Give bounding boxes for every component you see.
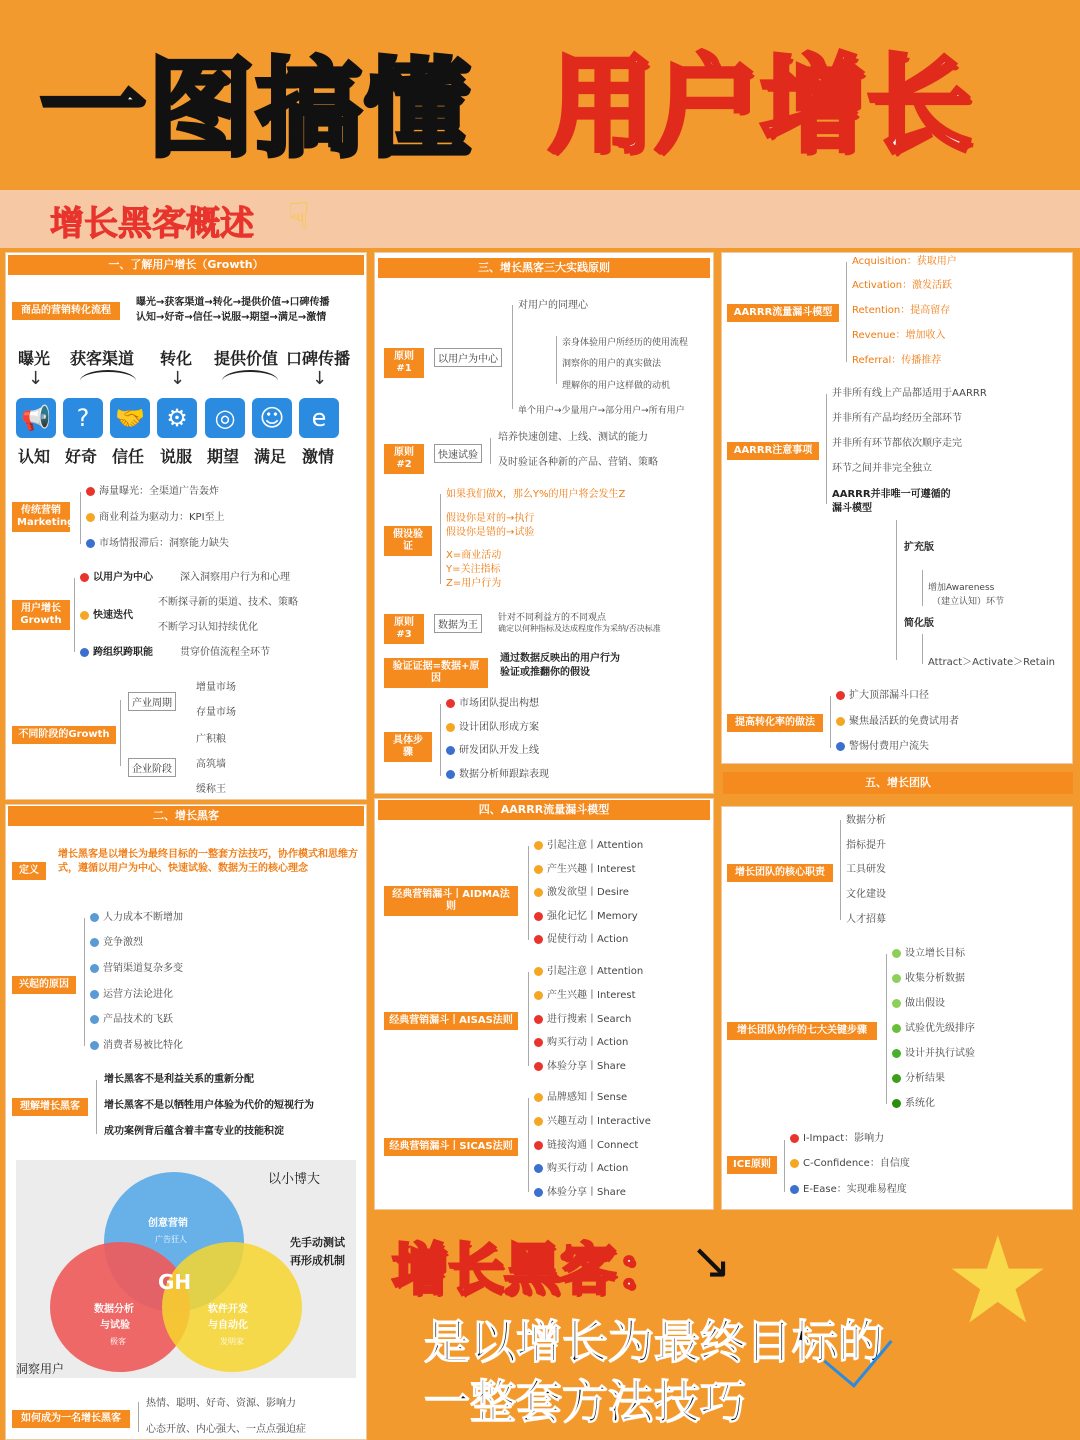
- funnel-tag: 商品的营销转化流程: [12, 302, 120, 320]
- und-item: 成功案例背后蕴含着丰富专业的技能积淀: [104, 1126, 284, 1137]
- step-item: 市场团队提出构想: [446, 698, 539, 710]
- p3-b: 确定以何种指标及达成程度作为采纳/否决标准: [498, 624, 661, 633]
- subtitle: 增长黑客概述: [50, 204, 254, 244]
- arrow-down-icon: ↓: [170, 368, 186, 389]
- bottom-label: 好奇: [65, 447, 98, 466]
- sicas-tag: 经典营销漏斗丨SICAS法则: [384, 1138, 518, 1156]
- aidma-tag: 经典营销漏斗丨AIDMA法则: [384, 886, 518, 916]
- curve-arrow-icon: [222, 370, 278, 392]
- aidma-item: 引起注意丨Attention: [534, 840, 643, 852]
- target-icon: ◎: [205, 398, 245, 438]
- note-tag: AARRR注意事项: [727, 442, 819, 460]
- step-tag: 增长团队协作的七大关键步骤: [727, 1022, 877, 1040]
- dut-item: 数据分析: [846, 815, 886, 826]
- ind-item: 存量市场: [196, 707, 236, 718]
- st-tag: 具体步骤: [384, 732, 432, 762]
- rise-item: 运营方法论进化: [90, 989, 173, 1001]
- dut-item: 文化建设: [846, 889, 886, 900]
- team-step: 系统化: [892, 1098, 935, 1110]
- dut-item: 人才招募: [846, 914, 886, 925]
- star-icon: ★: [944, 1212, 1052, 1351]
- hy6: Z=用户行为: [446, 578, 502, 589]
- ice-tag: ICE原则: [727, 1156, 777, 1174]
- process-icon: ⚙: [157, 398, 197, 438]
- aisas-item: 进行搜索丨Search: [534, 1014, 631, 1026]
- rise-item: 产品技术的飞跃: [90, 1014, 173, 1026]
- title-black: 一图搞懂: [40, 48, 472, 171]
- hy-tag: 假设验证: [384, 526, 432, 556]
- top-label: 提供价值: [214, 349, 279, 368]
- ice-item: I-Impact：影响力: [790, 1133, 884, 1145]
- def-text: 增长黑客是以增长为最终目标的一整套方法技巧，协作模式和思维方式，遵循以用户为中心、快速试验、数据为王的核心理念: [58, 849, 358, 874]
- aidma-item: 强化记忆丨Memory: [534, 911, 638, 923]
- p1-b: 亲身体验用户所经历的使用流程: [562, 338, 689, 348]
- trad-item: 市场情报滞后：洞察能力缺失: [86, 538, 229, 550]
- growth-tag: 用户增长 Growth: [12, 600, 70, 630]
- dut-item: 指标提升: [846, 840, 886, 851]
- conv-tag: 提高转化率的做法: [727, 714, 823, 732]
- rise-item: 消费者易被比特化: [90, 1040, 183, 1052]
- arrow-down-icon: ↓: [312, 368, 328, 389]
- sicas-item: 兴趣互动丨Interactive: [534, 1116, 651, 1128]
- aidma-item: 促使行动丨Action: [534, 934, 628, 946]
- venn-note-a: 以小博大: [268, 1172, 321, 1187]
- aisas-item: 引起注意丨Attention: [534, 966, 643, 978]
- dut-tag: 增长团队的核心职责: [727, 864, 833, 882]
- share-icon: e: [299, 398, 339, 438]
- s3-title: 三、增长黑客三大实践原则: [378, 258, 710, 278]
- und-tag: 理解增长黑客: [12, 1098, 88, 1116]
- team-step: 试验优先级排序: [892, 1023, 975, 1035]
- ext-label: 扩充版: [904, 542, 934, 553]
- p2-b: 及时验证各种新的产品、营销、策略: [498, 457, 658, 468]
- top-label: 口碑传播: [286, 349, 351, 368]
- aidma-item: 产生兴趣丨Interest: [534, 864, 636, 876]
- ext-t2: （建立认知）环节: [932, 597, 1005, 607]
- sicas-item: 体验分享丨Share: [534, 1187, 626, 1199]
- team-step: 设立增长目标: [892, 948, 965, 960]
- conv-item: 扩大顶部漏斗口径: [836, 690, 929, 702]
- hy2: 假设你是对的→执行: [446, 513, 535, 524]
- top-label: 转化: [160, 349, 193, 368]
- und-item: 增长黑客不是以牺牲用户体验为代价的短视行为: [104, 1100, 314, 1111]
- growth-item: 快速迭代: [80, 610, 133, 622]
- venn-left-label2: 与试验: [100, 1320, 130, 1331]
- p3-a: 针对不同利益方的不同观点: [498, 613, 607, 623]
- aarrr-item: Revenue：增加收入: [852, 330, 946, 341]
- p1-b: 洞察你的用户的真实做法: [562, 359, 662, 369]
- pointing-hand-icon: ☟: [288, 196, 310, 237]
- venn-right-label: 软件开发: [208, 1304, 248, 1315]
- venn-note-c: 洞察用户: [16, 1362, 65, 1376]
- team-step: 做出假设: [892, 998, 945, 1010]
- banner-line2: 是以增长为最终目标的: [424, 1315, 884, 1369]
- team-step: 设计并执行试验: [892, 1048, 975, 1060]
- step-item: 数据分析师跟踪表现: [446, 769, 549, 781]
- venn-left-sub: 极客: [110, 1337, 126, 1346]
- note-item: AARRR并非唯一可遵循的: [832, 489, 951, 500]
- venn-right-sub: 发明家: [220, 1337, 244, 1346]
- p2-name: 快速试验: [434, 444, 482, 463]
- venn-right-label2: 与自动化: [208, 1320, 248, 1331]
- vf-t2: 验证或推翻你的假设: [500, 667, 590, 678]
- growth-detail: 贯穿价值流程全环节: [180, 647, 270, 658]
- note-item: 漏斗模型: [832, 503, 872, 514]
- sim-label: 简化版: [904, 618, 934, 629]
- growth-detail: 不断探寻新的渠道、技术、策略: [158, 597, 298, 608]
- bottom-label: 信任: [112, 447, 145, 466]
- ice-item: C-Confidence：自信度: [790, 1158, 910, 1170]
- s1-title: 一、了解用户增长（Growth）: [8, 255, 364, 275]
- curved-arrow-icon: ↘: [690, 1232, 732, 1290]
- aisas-item: 购买行动丨Action: [534, 1037, 628, 1049]
- rise-tag: 兴起的原因: [12, 976, 76, 994]
- sicas-item: 链接沟通丨Connect: [534, 1140, 638, 1152]
- hy3: 假设你是错的→试验: [446, 527, 535, 538]
- how-item: 热情、聪明、好奇、资源、影响力: [146, 1398, 296, 1409]
- aisas-tag: 经典营销漏斗丨AISAS法则: [384, 1012, 518, 1030]
- note-item: 并非所有线上产品都适用于AARRR: [832, 388, 987, 399]
- venn-center: GH: [158, 1270, 192, 1294]
- und-item: 增长黑客不是利益关系的重新分配: [104, 1074, 254, 1085]
- step-item: 研发团队开发上线: [446, 745, 539, 757]
- aarrr-tag: AARRR流量漏斗模型: [727, 304, 839, 322]
- aarrr-item: Referral：传播推荐: [852, 355, 942, 366]
- aisas-item: 产生兴趣丨Interest: [534, 990, 636, 1002]
- p2-tag: 原则#2: [384, 444, 424, 474]
- team-step: 收集分析数据: [892, 973, 965, 985]
- rise-item: 竞争激烈: [90, 937, 143, 949]
- venn-note-b2: 再形成机制: [290, 1254, 345, 1267]
- rise-item: 人力成本不断增加: [90, 912, 183, 924]
- p1-b: 理解你的用户这样做的动机: [562, 381, 671, 391]
- megaphone-icon: 📢: [16, 398, 56, 438]
- conv-item: 聚焦最活跃的免费试用者: [836, 716, 959, 728]
- note-item: 并非所有产品均经历全部环节: [832, 413, 962, 424]
- dut-item: 工具研发: [846, 864, 886, 875]
- hy1: 如果我们做X，那么Y%的用户将会发生Z: [446, 489, 626, 500]
- p1-name: 以用户为中心: [434, 348, 502, 367]
- p3-tag: 原则#3: [384, 614, 424, 644]
- ext-t1: 增加Awareness: [928, 583, 995, 593]
- smile-icon: ☺: [252, 398, 292, 438]
- growth-item: 以用户为中心: [80, 572, 153, 584]
- sim-t: Attract＞Activate＞Retain: [928, 657, 1055, 668]
- stage-tag: 不同阶段的Growth: [12, 726, 116, 744]
- growth-detail: 不断学习认知持续优化: [158, 622, 258, 633]
- ent-item: 广积粮: [196, 734, 226, 745]
- ent-box: 企业阶段: [128, 758, 176, 777]
- banner-line1: 增长黑客：: [392, 1238, 672, 1303]
- question-icon: ?: [63, 398, 103, 438]
- how-item: 心态开放、内心强大、一点点强迫症: [146, 1424, 306, 1435]
- ent-item: 高筑墙: [196, 759, 226, 770]
- p1-c: 单个用户→少量用户→部分用户→所有用户: [518, 406, 685, 416]
- p3-name: 数据为王: [434, 614, 482, 633]
- handshake-icon: 🤝: [110, 398, 150, 438]
- bottom-label: 认知: [18, 447, 51, 466]
- rise-item: 营销渠道复杂多变: [90, 963, 183, 975]
- sicas-item: 购买行动丨Action: [534, 1163, 628, 1175]
- ind-box: 产业周期: [128, 692, 176, 711]
- growth-detail: 深入洞察用户行为和心理: [180, 572, 290, 583]
- p2-a: 培养快速创建、上线、测试的能力: [498, 432, 648, 443]
- ind-item: 增量市场: [196, 682, 236, 693]
- venn-note-b: 先手动测试: [290, 1236, 345, 1249]
- bottom-label: 期望: [207, 447, 240, 466]
- trad-tag: 传统营销 Marketing: [12, 502, 70, 532]
- arrow-down-icon: ↓: [28, 368, 44, 389]
- trad-item: 商业利益为驱动力：KPI至上: [86, 512, 225, 524]
- note-item: 并非所有环节都依次顺序走完: [832, 438, 962, 449]
- p1-tag: 原则#1: [384, 348, 424, 378]
- def-tag: 定义: [12, 862, 46, 880]
- banner-line3: 一整套方法技巧: [424, 1375, 746, 1429]
- col2-s3: [374, 252, 714, 794]
- funnel-line1: 曝光→获客渠道→转化→提供价值→口碑传播: [136, 297, 330, 308]
- ice-item: E-Ease：实现难易程度: [790, 1184, 907, 1196]
- title-red: 用户增长: [548, 44, 972, 167]
- conv-item: 警惕付费用户流失: [836, 741, 929, 753]
- venn-left-label: 数据分析: [94, 1304, 134, 1315]
- bottom-label: 激情: [302, 447, 335, 466]
- hy4: X=商业活动: [446, 550, 502, 561]
- hy5: Y=关注指标: [446, 564, 501, 575]
- aarrr-item: Activation：激发活跃: [852, 280, 953, 291]
- ent-item: 缓称王: [196, 784, 226, 795]
- vf-tag: 验证证据=数据+原因: [384, 658, 488, 688]
- s4-title: 四、AARRR流量漏斗模型: [378, 800, 710, 820]
- bottom-label: 说服: [160, 447, 193, 466]
- p1-a: 对用户的同理心: [518, 300, 588, 311]
- aidma-item: 激发欲望丨Desire: [534, 887, 629, 899]
- growth-item: 跨组织跨职能: [80, 647, 153, 659]
- venn-top-sub: 广告狂人: [155, 1235, 187, 1244]
- how-tag: 如何成为一名增长黑客: [12, 1410, 130, 1428]
- top-label: 获客渠道: [70, 349, 135, 368]
- col3-top: [721, 252, 1073, 764]
- aisas-item: 体验分享丨Share: [534, 1061, 626, 1073]
- s2-title: 二、增长黑客: [8, 806, 364, 826]
- top-label: 曝光: [18, 349, 51, 368]
- curve-arrow-icon: [80, 370, 136, 392]
- sicas-item: 品牌感知丨Sense: [534, 1092, 627, 1104]
- aarrr-item: Retention：提高留存: [852, 305, 951, 316]
- funnel-line2: 认知→好奇→信任→说服→期望→满足→激情: [136, 312, 327, 323]
- bottom-label: 满足: [254, 447, 287, 466]
- vf-t1: 通过数据反映出的用户行为: [500, 653, 620, 664]
- team-step: 分析结果: [892, 1073, 945, 1085]
- venn-top-label: 创意营销: [148, 1218, 188, 1229]
- aarrr-item: Acquisition：获取用户: [852, 256, 957, 267]
- note-item: 环节之间并非完全独立: [832, 463, 932, 474]
- s5-title: 五、增长团队: [723, 772, 1073, 794]
- step-item: 设计团队形成方案: [446, 722, 539, 734]
- trad-item: 海量曝光：全渠道广告轰炸: [86, 486, 219, 498]
